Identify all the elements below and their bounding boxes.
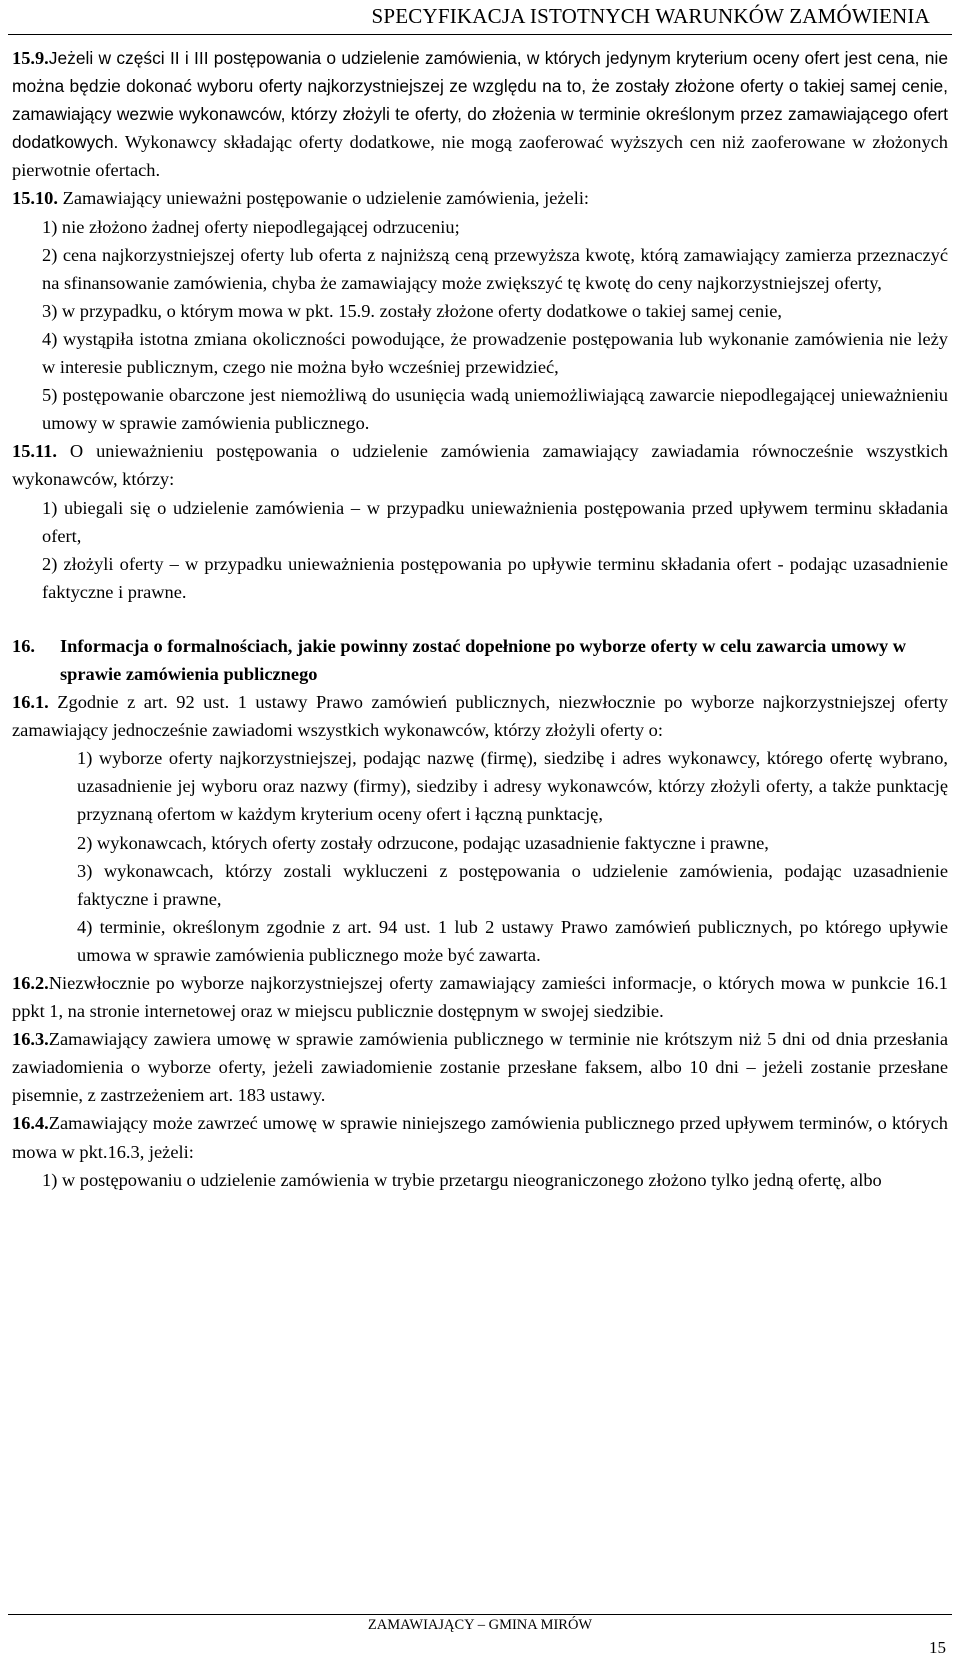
list-item: 1) nie złożono żadnej oferty niepodlegającej odrzuceniu; [42, 216, 460, 237]
section-title: Informacja o formalnościach, jakie powinny zostać dopełnione po wyborze oferty w celu zawarcia umowy w sprawie zamówienia publicznego [60, 635, 907, 684]
list-item: 4) terminie, określonym zgodnie z art. 94 ust. 1 lub 2 ustawy Prawo zamówień publicznych, po którego upływie umowa w sprawie zamówienia publicznego może być zawarta. [77, 916, 948, 965]
list-item: 4) wystąpiła istotna zmiana okoliczności powodujące, że prowadzenie postępowania lub wykonanie zamówienia nie leży w interesie publicznym, czego nie można było wcześniej przewidzieć, [42, 328, 948, 378]
section-number: 16.1. [12, 692, 49, 713]
list-item: 2) cena najkorzystniejszej oferty lub oferta z najniższą ceną przewyższa kwotę, którą zamawiający zamierza przeznaczyć na sfinansowanie zamówienia, chyba że zamawiający może zwiększyć tę kwotę do ceny najkorzystniejszej oferty, [42, 244, 948, 293]
section-number: 15.11. [12, 441, 57, 462]
section-text: Jeżeli w części II i III postępowania o udzielenie zamówienia, w których jedynym kryterium oceny ofert jest cena, nie można będzie dokonać wyboru oferty najkorzystniejszej ze względu na to, że zostały złożone oferty o takiej samej cenie, zamawiający wezwie wykonawców, którzy złożyli te oferty, do złożenia w terminie określonym przez zamawiającego ofert dodatkowych. [12, 48, 948, 153]
footer-divider [8, 1614, 952, 1615]
section-number: 16.4. [12, 1113, 49, 1134]
list-item: 3) w przypadku, o którym mowa w pkt. 15.9. zostały złożone oferty dodatkowe o takiej samej cenie, [42, 300, 783, 321]
section-number: 16.3. [12, 1029, 49, 1050]
document-body [12, 44, 948, 1194]
header-divider [8, 34, 952, 35]
section-15-9 [12, 44, 948, 184]
list-item: 1) w postępowaniu o udzielenie zamówienia w trybie przetargu nieograniczonego złożono tylko jedną ofertę, albo [42, 1169, 882, 1190]
list-item: 1) ubiegali się o udzielenie zamówienia – w przypadku unieważnienia postępowania przed upływem terminu składania ofert, [42, 497, 948, 546]
section-text-cont: Wykonawcy składając oferty dodatkowe, nie mogą zaoferować wyższych cen niż zaoferowane w złożonych pierwotnie ofertach. [12, 132, 948, 181]
list-item: 5) postępowanie obarczone jest niemożliwą do usunięcia wadą uniemożliwiającą zawarcie niepodlegającej unieważnieniu umowy w sprawie zamówienia publicznego. [42, 385, 948, 434]
section-number: 15.10. [12, 188, 58, 209]
section-16-4 [12, 1109, 948, 1165]
section-16-3 [12, 1025, 948, 1109]
section-16-heading [12, 632, 948, 688]
section-16-1 [12, 688, 948, 744]
list-item: 1) wyborze oferty najkorzystniejszej, podając nazwę (firmę), siedzibę i adres wykonawcy, którego ofertę wybrano, uzasadnienie jej wyboru oraz nazwy (firmy), siedziby i adresy wykonawców, którzy złożyli oferty, a także punktację przyznaną ofertom w każdym kryterium oceny ofert i łączną punktację, [77, 748, 948, 825]
list-item: 2) wykonawcach, których oferty zostały odrzucone, podając uzasadnienie faktyczne i prawne, [77, 832, 769, 853]
page-number: 15 [929, 1638, 946, 1657]
section-spacer [12, 606, 948, 632]
section-15-11 [12, 437, 948, 493]
section-text: Zamawiający unieważni postępowanie o udzielenie zamówienia, jeżeli: [57, 188, 590, 209]
page-header: SPECYFIKACJA ISTOTNYCH WARUNKÓW ZAMÓWIENIA [371, 4, 930, 28]
section-number: 16. [12, 635, 35, 656]
section-text: Zamawiający może zawrzeć umowę w sprawie niniejszego zamówienia publicznego przed upływem terminów, o których mowa w pkt.16.3, jeżeli: [12, 1113, 948, 1162]
page-footer: ZAMAWIAJĄCY – GMINA MIRÓW [367, 1617, 593, 1633]
section-text: O unieważnieniu postępowania o udzielenie zamówienia zamawiający zawiadamia równocześnie wszystkich wykonawców, którzy: [12, 441, 948, 490]
section-16-2 [12, 969, 948, 1025]
section-text: Niezwłocznie po wyborze najkorzystniejszej oferty zamawiający zamieści informacje, o których mowa w punkcie 16.1 ppkt 1, na stronie internetowej oraz w miejscu publicznie dostępnym w swojej siedzibie. [12, 973, 948, 1022]
section-text: Zgodnie z art. 92 ust. 1 ustawy Prawo zamówień publicznych, niezwłocznie po wyborze najkorzystniejszej oferty zamawiający jednocześnie zawiadomi wszystkich wykonawców, którzy złożyli oferty o: [12, 692, 948, 741]
section-text: Zamawiający zawiera umowę w sprawie zamówienia publicznego w terminie nie krótszym niż 5 dni od dnia przesłania zawiadomienia o wyborze oferty, jeżeli zawiadomienie zostanie przesłane faksem, albo 10 dni – jeżeli zostanie przesłane pisemnie, z zastrzeżeniem art. 183 ustawy. [12, 1029, 948, 1106]
section-15-10 [12, 184, 948, 212]
section-number: 16.2. [12, 973, 49, 993]
section-number: 15.9. [12, 48, 49, 68]
list-item: 3) wykonawcach, którzy zostali wykluczeni z postępowania o udzielenie zamówienia, podając uzasadnienie faktyczne i prawne, [77, 860, 948, 909]
list-item: 2) złożyli oferty – w przypadku unieważnienia postępowania po upływie terminu składania ofert - podając uzasadnienie faktyczne i prawne. [42, 553, 948, 602]
